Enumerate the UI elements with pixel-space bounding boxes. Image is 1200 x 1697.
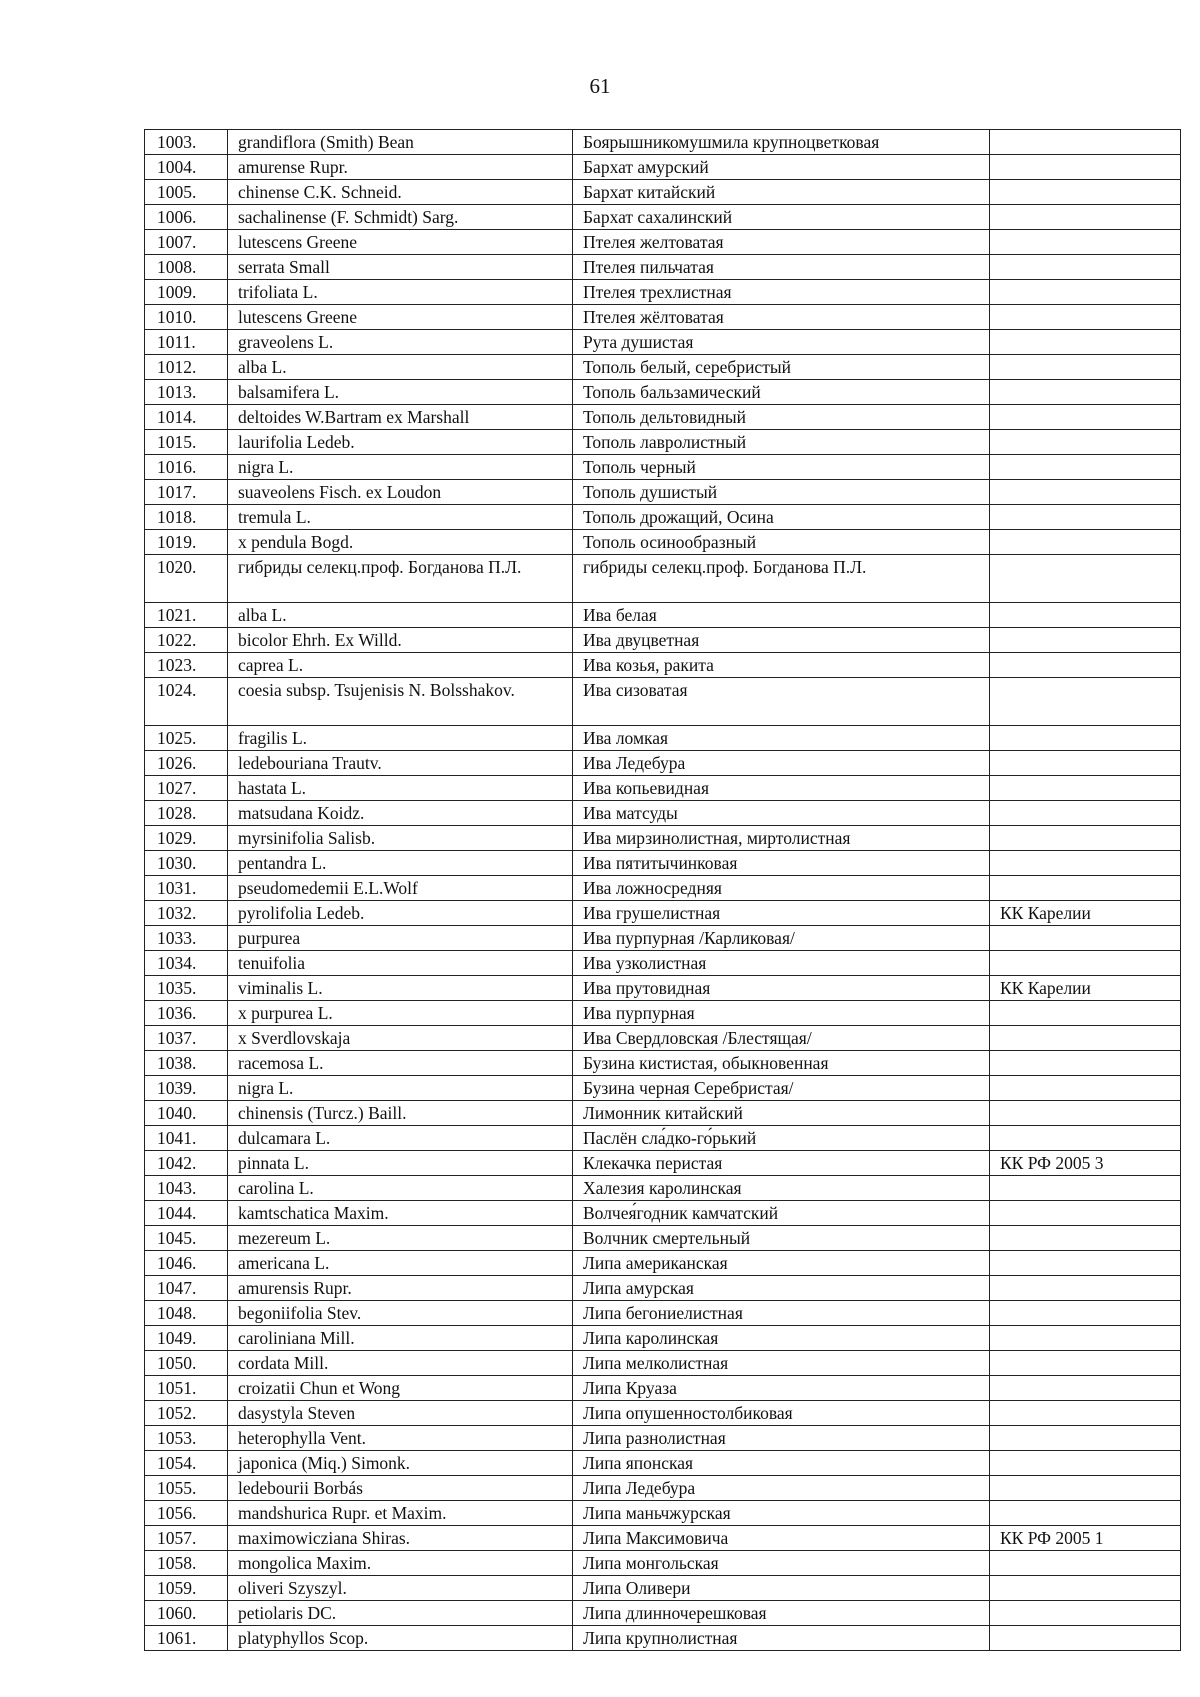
table-row (145, 628, 1181, 653)
status-note (990, 926, 1181, 951)
table-row (145, 530, 1181, 555)
latin-name: graveolens L. (228, 330, 573, 355)
status-note (990, 1176, 1181, 1201)
row-number: 1057. (145, 1526, 228, 1551)
latin-name: viminalis L. (228, 976, 573, 1001)
russian-name: Липа Максимовича (573, 1526, 990, 1551)
status-note: КК РФ 2005 3 (990, 1151, 1181, 1176)
status-note (990, 1326, 1181, 1351)
russian-name: Ива ломкая (573, 726, 990, 751)
table-row (145, 430, 1181, 455)
russian-name: Рута душистая (573, 330, 990, 355)
status-note (990, 1251, 1181, 1276)
status-note (990, 1351, 1181, 1376)
row-number: 1019. (145, 530, 228, 555)
russian-name: Ива сизоватая (573, 678, 990, 726)
latin-name: x Sverdlovskaja (228, 1026, 573, 1051)
table-row (145, 1101, 1181, 1126)
row-number: 1012. (145, 355, 228, 380)
status-note (990, 653, 1181, 678)
table-row (145, 455, 1181, 480)
status-note (990, 1076, 1181, 1101)
row-number: 1040. (145, 1101, 228, 1126)
russian-name: Ива белая (573, 603, 990, 628)
russian-name: Бархат амурский (573, 155, 990, 180)
status-note (990, 776, 1181, 801)
row-number: 1049. (145, 1326, 228, 1351)
row-number: 1034. (145, 951, 228, 976)
row-number: 1056. (145, 1501, 228, 1526)
russian-name: Липа мелколистная (573, 1351, 990, 1376)
russian-name: Липа крупнолистная (573, 1626, 990, 1651)
status-note (990, 430, 1181, 455)
russian-name: Тополь бальзамический (573, 380, 990, 405)
status-note (990, 255, 1181, 280)
row-number: 1048. (145, 1301, 228, 1326)
status-note (990, 555, 1181, 603)
table-row (145, 901, 1181, 926)
latin-name: dulcamara L. (228, 1126, 573, 1151)
row-number: 1004. (145, 155, 228, 180)
status-note (990, 480, 1181, 505)
row-number: 1047. (145, 1276, 228, 1301)
status-note (990, 1501, 1181, 1526)
latin-name: sachalinense (F. Schmidt) Sarg. (228, 205, 573, 230)
latin-name: cordata Mill. (228, 1351, 573, 1376)
russian-name: Ива двуцветная (573, 628, 990, 653)
table-row (145, 1501, 1181, 1526)
status-note (990, 1426, 1181, 1451)
status-note (990, 801, 1181, 826)
status-note (990, 1451, 1181, 1476)
status-note: КК Карелии (990, 901, 1181, 926)
status-note (990, 530, 1181, 555)
latin-name: coesia subsp. Tsujenisis N. Bolsshakov. (228, 678, 573, 726)
row-number: 1054. (145, 1451, 228, 1476)
russian-name: Ива пурпурная (573, 1001, 990, 1026)
russian-name: Птелея трехлистная (573, 280, 990, 305)
status-note (990, 455, 1181, 480)
table-row (145, 380, 1181, 405)
status-note (990, 826, 1181, 851)
russian-name: Птелея жёлтоватая (573, 305, 990, 330)
table-row (145, 1376, 1181, 1401)
russian-name: Халезия каролинская (573, 1176, 990, 1201)
species-table (144, 129, 1181, 1651)
table-row (145, 1251, 1181, 1276)
status-note (990, 1576, 1181, 1601)
table-row (145, 155, 1181, 180)
row-number: 1050. (145, 1351, 228, 1376)
table-row (145, 280, 1181, 305)
page-number: 61 (589, 74, 611, 98)
status-note (990, 1126, 1181, 1151)
latin-name: begoniifolia Stev. (228, 1301, 573, 1326)
table-row (145, 180, 1181, 205)
table-row (145, 678, 1181, 726)
russian-name: Липа маньчжурская (573, 1501, 990, 1526)
latin-name: petiolaris DC. (228, 1601, 573, 1626)
row-number: 1015. (145, 430, 228, 455)
latin-name: x purpurea L. (228, 1001, 573, 1026)
row-number: 1061. (145, 1626, 228, 1651)
table-row (145, 1476, 1181, 1501)
table-row (145, 776, 1181, 801)
russian-name: Липа Оливери (573, 1576, 990, 1601)
latin-name: гибриды селекц.проф. Богданова П.Л. (228, 555, 573, 603)
latin-name: fragilis L. (228, 726, 573, 751)
row-number: 1060. (145, 1601, 228, 1626)
table-row (145, 926, 1181, 951)
table-row (145, 1401, 1181, 1426)
latin-name: bicolor Ehrh. Ex Willd. (228, 628, 573, 653)
russian-name: Ива ложносредняя (573, 876, 990, 901)
russian-name: Ива грушелистная (573, 901, 990, 926)
russian-name: Тополь лавролистный (573, 430, 990, 455)
russian-name: Тополь дрожащий, Осина (573, 505, 990, 530)
status-note (990, 1226, 1181, 1251)
table-row (145, 826, 1181, 851)
status-note (990, 951, 1181, 976)
table-row (145, 1051, 1181, 1076)
row-number: 1016. (145, 455, 228, 480)
status-note (990, 751, 1181, 776)
row-number: 1032. (145, 901, 228, 926)
latin-name: deltoides W.Bartram ex Marshall (228, 405, 573, 430)
latin-name: pseudomedemii E.L.Wolf (228, 876, 573, 901)
latin-name: pyrolifolia Ledeb. (228, 901, 573, 926)
russian-name: Липа американская (573, 1251, 990, 1276)
table-row (145, 555, 1181, 603)
row-number: 1059. (145, 1576, 228, 1601)
table-row (145, 480, 1181, 505)
row-number: 1020. (145, 555, 228, 603)
row-number: 1030. (145, 851, 228, 876)
russian-name: Липа амурская (573, 1276, 990, 1301)
table-row (145, 205, 1181, 230)
latin-name: mandshurica Rupr. et Maxim. (228, 1501, 573, 1526)
table-row (145, 330, 1181, 355)
row-number: 1013. (145, 380, 228, 405)
latin-name: lutescens Greene (228, 230, 573, 255)
row-number: 1018. (145, 505, 228, 530)
latin-name: croizatii Chun et Wong (228, 1376, 573, 1401)
row-number: 1043. (145, 1176, 228, 1201)
table-row (145, 603, 1181, 628)
latin-name: serrata Small (228, 255, 573, 280)
russian-name: Ива пурпурная /Карликовая/ (573, 926, 990, 951)
row-number: 1046. (145, 1251, 228, 1276)
row-number: 1007. (145, 230, 228, 255)
table-row (145, 976, 1181, 1001)
latin-name: carolina L. (228, 1176, 573, 1201)
status-note (990, 355, 1181, 380)
status-note (990, 180, 1181, 205)
latin-name: matsudana Koidz. (228, 801, 573, 826)
row-number: 1058. (145, 1551, 228, 1576)
status-note (990, 1301, 1181, 1326)
russian-name: Бузина черная Серебристая/ (573, 1076, 990, 1101)
latin-name: chinense C.K. Schneid. (228, 180, 573, 205)
latin-name: alba L. (228, 603, 573, 628)
status-note (990, 1401, 1181, 1426)
latin-name: kamtschatica Maxim. (228, 1201, 573, 1226)
table-row (145, 1126, 1181, 1151)
russian-name: Паслён сла́дко-го́рький (573, 1126, 990, 1151)
russian-name: Ива мирзинолистная, миртолистная (573, 826, 990, 851)
russian-name: Ива Ледебура (573, 751, 990, 776)
status-note (990, 1476, 1181, 1501)
status-note (990, 405, 1181, 430)
latin-name: mongolica Maxim. (228, 1551, 573, 1576)
table-row (145, 653, 1181, 678)
table-row (145, 1426, 1181, 1451)
row-number: 1009. (145, 280, 228, 305)
row-number: 1022. (145, 628, 228, 653)
row-number: 1006. (145, 205, 228, 230)
russian-name: Ива козья, ракита (573, 653, 990, 678)
russian-name: Тополь дельтовидный (573, 405, 990, 430)
russian-name: Тополь осинообразный (573, 530, 990, 555)
latin-name: oliveri Szyszyl. (228, 1576, 573, 1601)
row-number: 1024. (145, 678, 228, 726)
latin-name: caroliniana Mill. (228, 1326, 573, 1351)
russian-name: Бархат китайский (573, 180, 990, 205)
russian-name: Ива Свердловская /Блестящая/ (573, 1026, 990, 1051)
latin-name: nigra L. (228, 1076, 573, 1101)
table-row (145, 405, 1181, 430)
russian-name: Птелея пильчатая (573, 255, 990, 280)
latin-name: ledebourii Borbás (228, 1476, 573, 1501)
row-number: 1045. (145, 1226, 228, 1251)
table-row (145, 505, 1181, 530)
row-number: 1042. (145, 1151, 228, 1176)
row-number: 1052. (145, 1401, 228, 1426)
table-row (145, 1301, 1181, 1326)
russian-name: Липа длинночерешковая (573, 1601, 990, 1626)
row-number: 1011. (145, 330, 228, 355)
table-row (145, 851, 1181, 876)
table-row (145, 1001, 1181, 1026)
status-note (990, 505, 1181, 530)
latin-name: mezereum L. (228, 1226, 573, 1251)
latin-name: x pendula Bogd. (228, 530, 573, 555)
russian-name: Бархат сахалинский (573, 205, 990, 230)
status-note (990, 230, 1181, 255)
row-number: 1051. (145, 1376, 228, 1401)
table-row (145, 801, 1181, 826)
status-note (990, 130, 1181, 155)
latin-name: ledebouriana Trautv. (228, 751, 573, 776)
table-row (145, 1351, 1181, 1376)
table-row (145, 1451, 1181, 1476)
table-row (145, 951, 1181, 976)
latin-name: caprea L. (228, 653, 573, 678)
latin-name: laurifolia Ledeb. (228, 430, 573, 455)
status-note: КК РФ 2005 1 (990, 1526, 1181, 1551)
row-number: 1026. (145, 751, 228, 776)
russian-name: Ива матсуды (573, 801, 990, 826)
russian-name: Ива пятитычинковая (573, 851, 990, 876)
status-note (990, 628, 1181, 653)
table-row (145, 1526, 1181, 1551)
row-number: 1039. (145, 1076, 228, 1101)
latin-name: dasystyla Steven (228, 1401, 573, 1426)
table-row (145, 751, 1181, 776)
table-row (145, 1076, 1181, 1101)
status-note (990, 1026, 1181, 1051)
table-row (145, 1576, 1181, 1601)
table-row (145, 876, 1181, 901)
russian-name: Лимонник китайский (573, 1101, 990, 1126)
status-note (990, 380, 1181, 405)
latin-name: trifoliata L. (228, 280, 573, 305)
row-number: 1017. (145, 480, 228, 505)
row-number: 1021. (145, 603, 228, 628)
latin-name: hastata L. (228, 776, 573, 801)
status-note (990, 155, 1181, 180)
russian-name: Липа Ледебура (573, 1476, 990, 1501)
status-note (990, 851, 1181, 876)
status-note (990, 876, 1181, 901)
status-note (990, 305, 1181, 330)
russian-name: Ива копьевидная (573, 776, 990, 801)
row-number: 1055. (145, 1476, 228, 1501)
russian-name: Бузина кистистая, обыкновенная (573, 1051, 990, 1076)
table-row (145, 1201, 1181, 1226)
russian-name: гибриды селекц.проф. Богданова П.Л. (573, 555, 990, 603)
row-number: 1014. (145, 405, 228, 430)
status-note (990, 678, 1181, 726)
status-note (990, 1626, 1181, 1651)
russian-name: Волчея́годник камчатский (573, 1201, 990, 1226)
status-note (990, 603, 1181, 628)
table-row (145, 1601, 1181, 1626)
table-row (145, 130, 1181, 155)
row-number: 1008. (145, 255, 228, 280)
table-row (145, 355, 1181, 380)
status-note (990, 1551, 1181, 1576)
row-number: 1036. (145, 1001, 228, 1026)
latin-name: suaveolens Fisch. ex Loudon (228, 480, 573, 505)
latin-name: japonica (Miq.) Simonk. (228, 1451, 573, 1476)
latin-name: maximowicziana Shiras. (228, 1526, 573, 1551)
latin-name: grandiflora (Smith) Bean (228, 130, 573, 155)
latin-name: chinensis (Turcz.) Baill. (228, 1101, 573, 1126)
row-number: 1028. (145, 801, 228, 826)
table-row (145, 255, 1181, 280)
status-note (990, 1001, 1181, 1026)
table-row (145, 1226, 1181, 1251)
row-number: 1023. (145, 653, 228, 678)
russian-name: Боярышникомушмила крупноцветковая (573, 130, 990, 155)
latin-name: nigra L. (228, 455, 573, 480)
row-number: 1025. (145, 726, 228, 751)
russian-name: Тополь черный (573, 455, 990, 480)
latin-name: balsamifera L. (228, 380, 573, 405)
row-number: 1031. (145, 876, 228, 901)
status-note (990, 1201, 1181, 1226)
russian-name: Липа бегониелистная (573, 1301, 990, 1326)
russian-name: Тополь белый, серебристый (573, 355, 990, 380)
russian-name: Липа каролинская (573, 1326, 990, 1351)
row-number: 1027. (145, 776, 228, 801)
table-row (145, 1151, 1181, 1176)
table-row (145, 1326, 1181, 1351)
table-row (145, 305, 1181, 330)
status-note (990, 1601, 1181, 1626)
russian-name: Ива узколистная (573, 951, 990, 976)
russian-name: Ива прутовидная (573, 976, 990, 1001)
status-note (990, 1051, 1181, 1076)
latin-name: racemosa L. (228, 1051, 573, 1076)
table-row (145, 230, 1181, 255)
row-number: 1035. (145, 976, 228, 1001)
status-note (990, 1376, 1181, 1401)
latin-name: amurensis Rupr. (228, 1276, 573, 1301)
russian-name: Липа опушенностолбиковая (573, 1401, 990, 1426)
row-number: 1041. (145, 1126, 228, 1151)
row-number: 1037. (145, 1026, 228, 1051)
latin-name: tenuifolia (228, 951, 573, 976)
status-note: КК Карелии (990, 976, 1181, 1001)
status-note (990, 1276, 1181, 1301)
row-number: 1010. (145, 305, 228, 330)
latin-name: tremula L. (228, 505, 573, 530)
latin-name: alba L. (228, 355, 573, 380)
russian-name: Липа разнолистная (573, 1426, 990, 1451)
latin-name: pinnata L. (228, 1151, 573, 1176)
table-row (145, 726, 1181, 751)
table-row (145, 1626, 1181, 1651)
status-note (990, 330, 1181, 355)
russian-name: Липа Круаза (573, 1376, 990, 1401)
row-number: 1044. (145, 1201, 228, 1226)
russian-name: Птелея желтоватая (573, 230, 990, 255)
row-number: 1029. (145, 826, 228, 851)
russian-name: Волчник смертельный (573, 1226, 990, 1251)
latin-name: myrsinifolia Salisb. (228, 826, 573, 851)
status-note (990, 280, 1181, 305)
latin-name: purpurea (228, 926, 573, 951)
latin-name: platyphyllos Scop. (228, 1626, 573, 1651)
russian-name: Клекачка перистая (573, 1151, 990, 1176)
latin-name: lutescens Greene (228, 305, 573, 330)
russian-name: Тополь душистый (573, 480, 990, 505)
latin-name: heterophylla Vent. (228, 1426, 573, 1451)
row-number: 1033. (145, 926, 228, 951)
latin-name: amurense Rupr. (228, 155, 573, 180)
table-row (145, 1026, 1181, 1051)
russian-name: Липа монгольская (573, 1551, 990, 1576)
table-row (145, 1551, 1181, 1576)
status-note (990, 205, 1181, 230)
species-table-body (145, 130, 1181, 1651)
latin-name: pentandra L. (228, 851, 573, 876)
latin-name: americana L. (228, 1251, 573, 1276)
table-row (145, 1276, 1181, 1301)
table-row (145, 1176, 1181, 1201)
row-number: 1003. (145, 130, 228, 155)
row-number: 1038. (145, 1051, 228, 1076)
status-note (990, 726, 1181, 751)
status-note (990, 1101, 1181, 1126)
row-number: 1053. (145, 1426, 228, 1451)
russian-name: Липа японская (573, 1451, 990, 1476)
row-number: 1005. (145, 180, 228, 205)
